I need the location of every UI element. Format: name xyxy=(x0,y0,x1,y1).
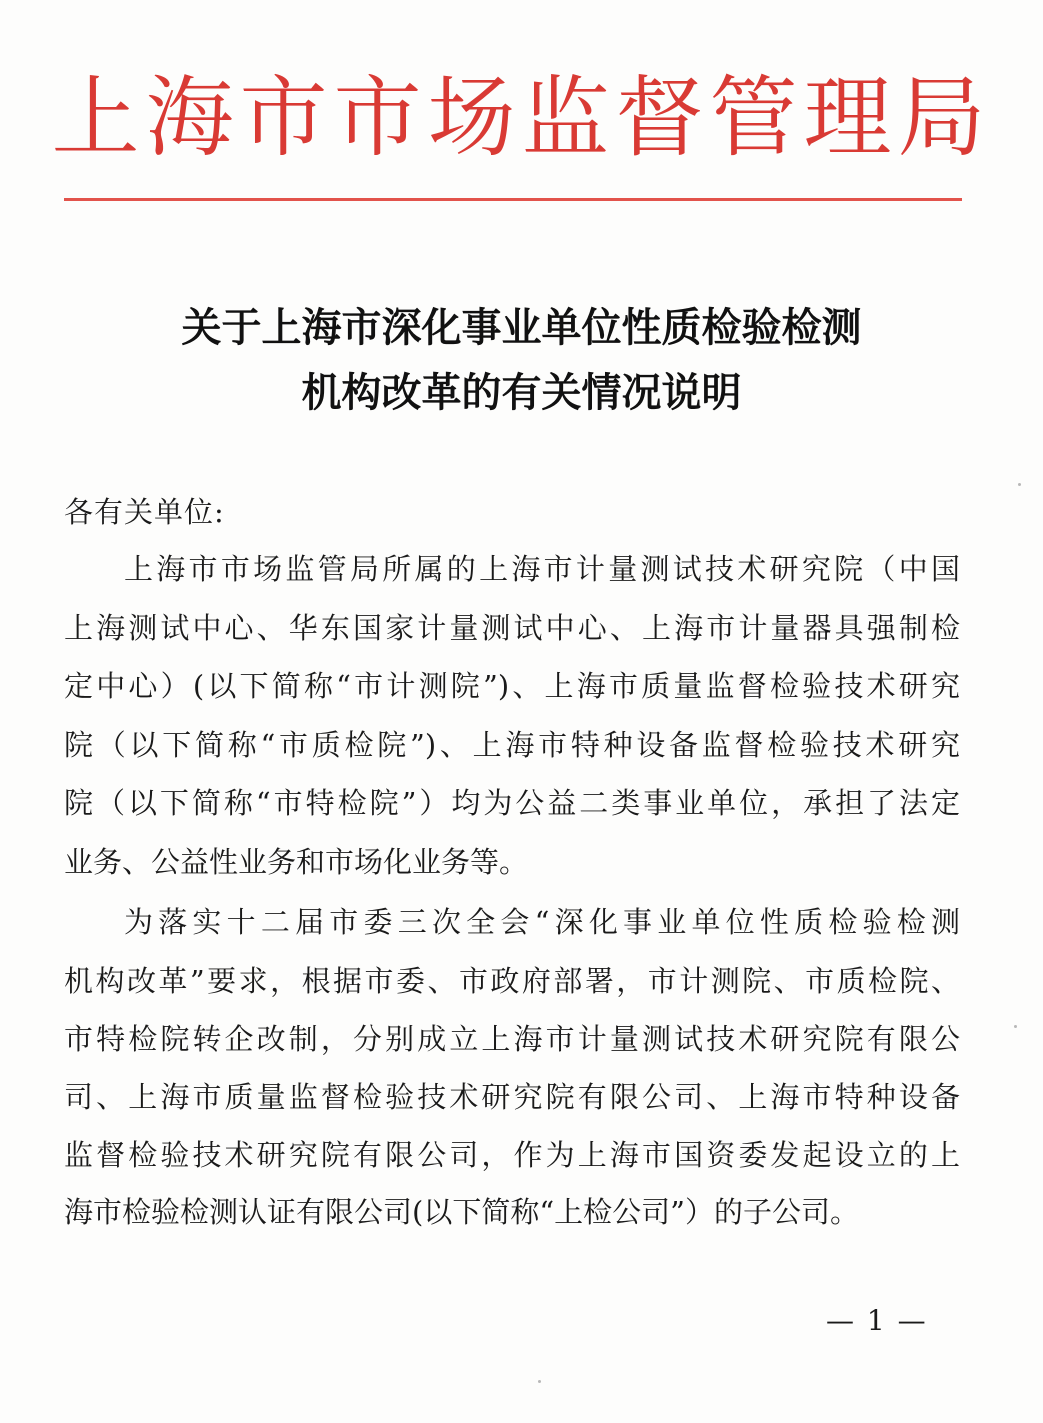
paragraph-2-line-2: 机构改革”要求，根据市委、市政府部署，市计测院、市质检院、 xyxy=(64,964,960,998)
scan-speck xyxy=(1014,1025,1017,1028)
paragraph-1-line-5: 院（以下简称“市特检院”）均为公益二类事业单位，承担了法定 xyxy=(64,786,960,820)
letterhead-org-name: 上海市市场监督管理局 xyxy=(51,66,992,169)
letterhead-red-rule xyxy=(64,198,962,201)
page-number: — 1 — xyxy=(826,1304,928,1337)
paragraph-1-line-2: 上海测试中心、华东国家计量测试中心、上海市计量器具强制检 xyxy=(64,611,960,645)
paragraph-2-line-4: 司、上海市质量监督检验技术研究院有限公司、上海市特种设备 xyxy=(64,1080,960,1114)
paragraph-2-line-6: 海市检验检测认证有限公司(以下简称“上检公司”）的子公司。 xyxy=(64,1195,859,1229)
paragraph-1-line-6: 业务、公益性业务和市场化业务等。 xyxy=(64,845,529,879)
document-title-line-2: 机构改革的有关情况说明 xyxy=(301,370,742,416)
paragraph-2-line-5: 监督检验技术研究院有限公司，作为上海市国资委发起设立的上 xyxy=(64,1138,960,1172)
paragraph-1-line-4: 院（以下简称“市质检院”)、上海市特种设备监督检验技术研究 xyxy=(64,728,960,762)
paragraph-2-line-3: 市特检院转企改制，分别成立上海市计量测试技术研究院有限公 xyxy=(64,1022,960,1056)
salutation: 各有关单位: xyxy=(64,495,225,529)
paragraph-2-line-1: 为落实十二届市委三次全会“深化事业单位性质检验检测 xyxy=(124,905,960,939)
paragraph-1-line-1: 上海市市场监管局所属的上海市计量测试技术研究院（中国 xyxy=(124,552,960,586)
document-title-line-1: 关于上海市深化事业单位性质检验检测 xyxy=(181,305,862,351)
scan-speck xyxy=(1018,483,1021,486)
scan-speck xyxy=(538,1380,541,1383)
paragraph-1-line-3: 定中心）(以下简称“市计测院”)、上海市质量监督检验技术研究 xyxy=(64,669,960,703)
